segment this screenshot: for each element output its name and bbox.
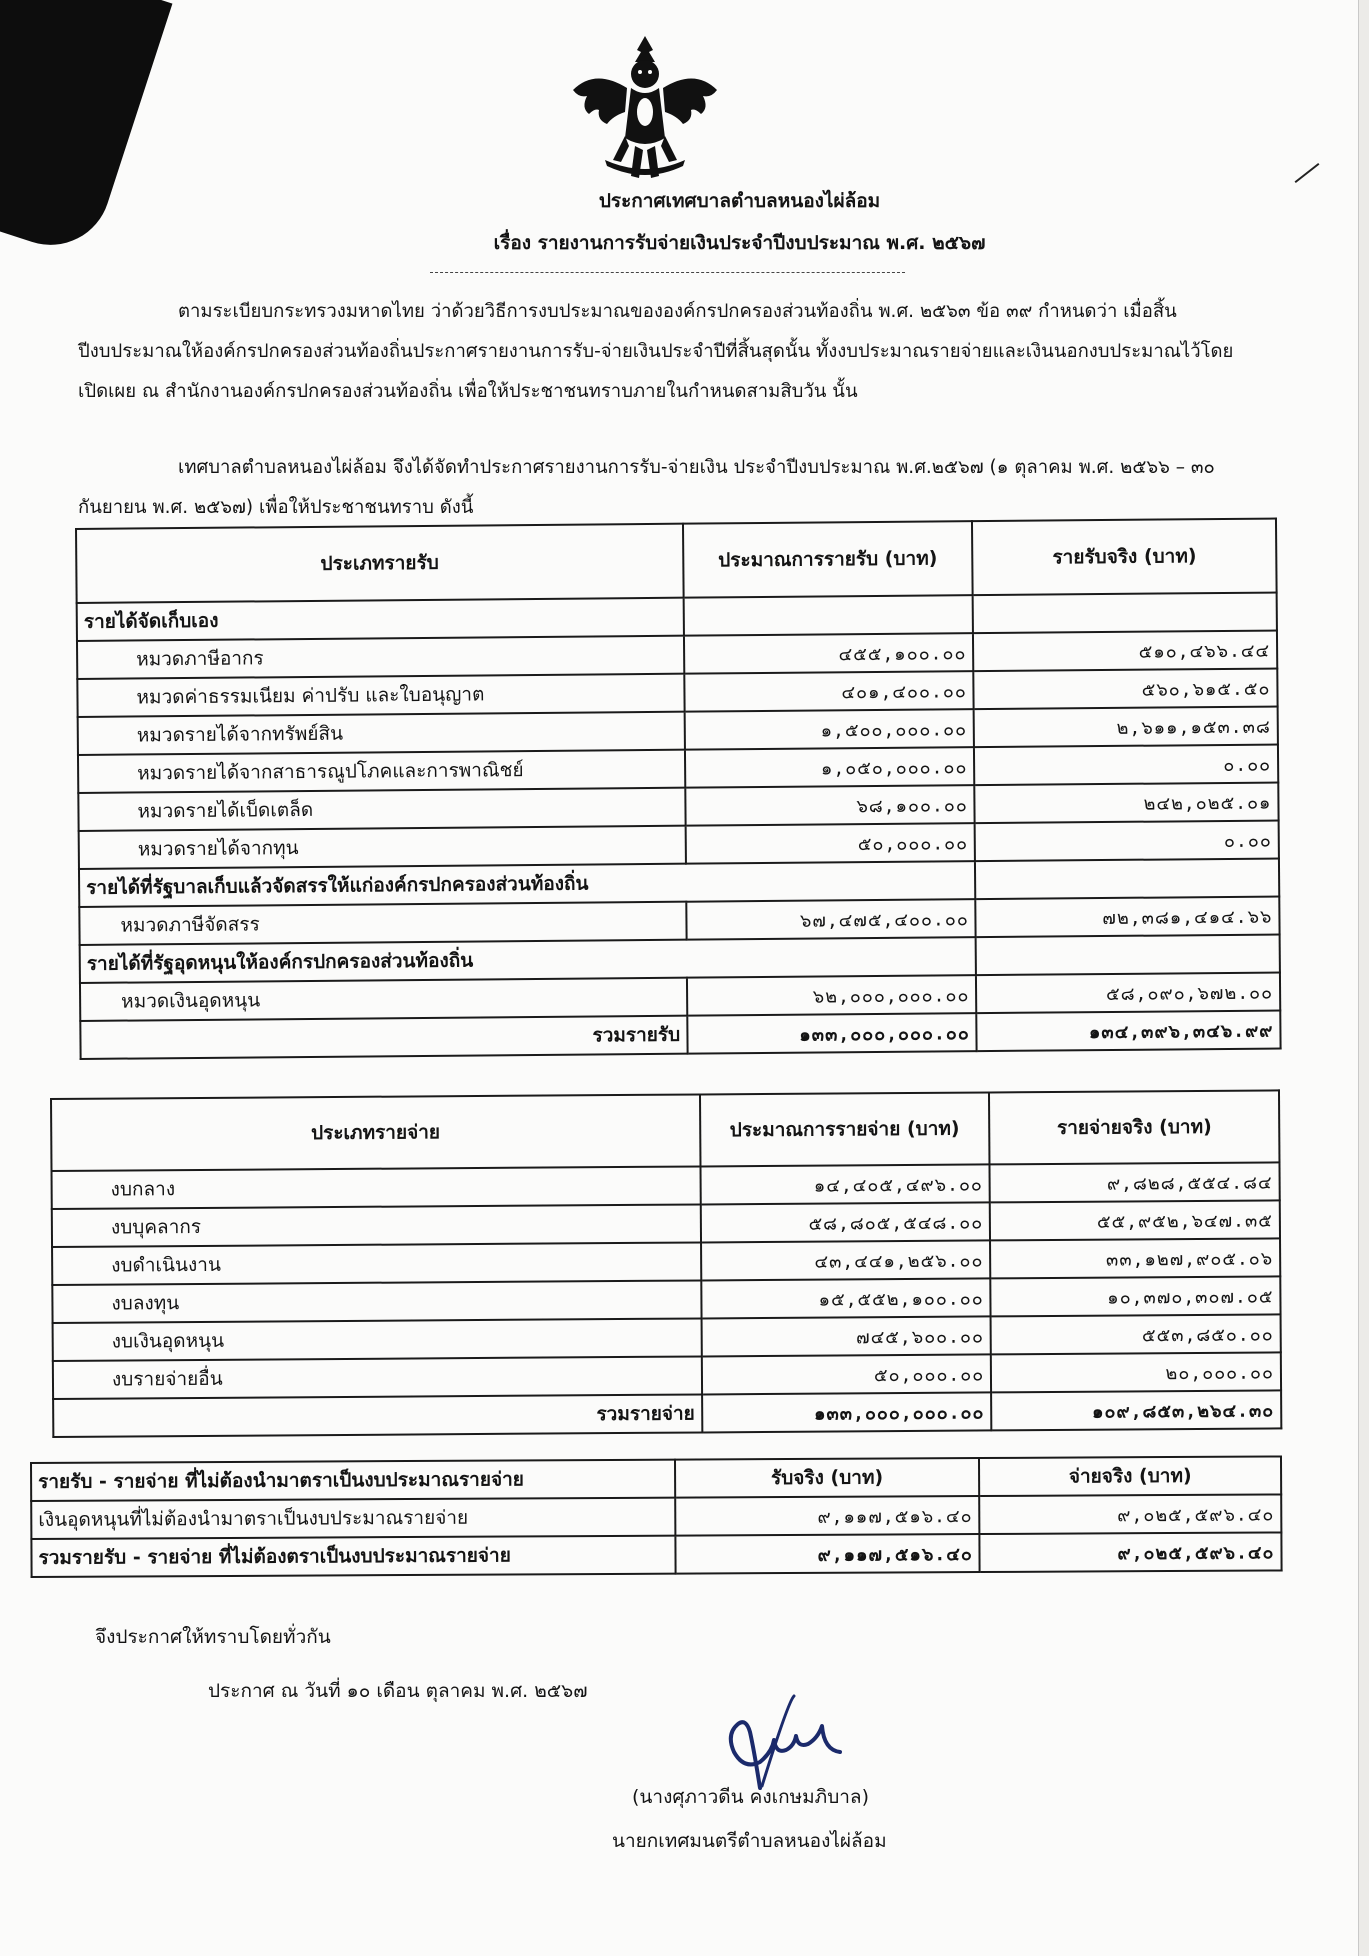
garuda-emblem-icon	[565, 28, 725, 188]
income-row-label: หมวดค่าธรรมเนียม ค่าปรับ และใบอนุญาต	[77, 674, 684, 717]
offbudget-total-received: ๙,๑๑๗,๕๑๖.๔๐	[675, 1534, 980, 1574]
handwritten-signature	[690, 1690, 860, 1790]
expense-row-estimate: ๕๘,๘๐๕,๕๔๘.๐๐	[700, 1202, 990, 1242]
offbudget-row-label: เงินอุดหนุนที่ไม่ต้องนำมาตราเป็นงบประมาณรายจ่าย	[31, 1498, 675, 1539]
income-row-estimate: ๕๐,๐๐๐.๐๐	[685, 823, 975, 864]
income-total-actual: ๑๓๔,๓๙๖,๓๔๖.๙๙	[977, 1011, 1281, 1052]
income-row-label: หมวดรายได้จากทุน	[79, 826, 686, 869]
expense-row-estimate: ๗๔๕,๖๐๐.๐๐	[701, 1316, 991, 1356]
page-edge	[1358, 0, 1369, 1956]
income-row-estimate: ๖๘,๑๐๐.๐๐	[685, 785, 975, 826]
expense-row-actual: ๕๕๓,๘๕๐.๐๐	[991, 1314, 1281, 1354]
offbudget-row	[31, 1494, 1281, 1539]
expense-row-estimate: ๔๓,๔๔๑,๒๕๖.๐๐	[701, 1240, 991, 1280]
body-paragraph-1: ตามระเบียบกระทรวงมหาดไทย ว่าด้วยวิธีการงบประมาณขององค์กรปกครองส่วนท้องถิ่น พ.ศ. ๒๕๖๓ ข้อ ๓๙ กำหนดว่า เมื่อสิ้นปีงบประมาณให้องค์กรปกครองส่วนท้องถิ่นประกาศรายงานการรับ-จ่ายเงินประจำปีที่สิ้นสุดนั้น ทั้งงบประมาณรายจ่ายและเงินนอกงบประมาณไว้โดยเปิดเผย ณ สำนักงานองค์กรปกครองส่วนท้องถิ่น เพื่อให้ประชาชนทราบภายในกำหนดสามสิบวัน นั้น	[78, 301, 1234, 402]
income-estimate-header: ประมาณการรายรับ (บาท)	[683, 521, 973, 598]
offbudget-total-row	[31, 1532, 1281, 1577]
announcement-subject: เรื่อง รายงานการรับจ่ายเงินประจำปีงบประมาณ พ.ศ. ๒๕๖๗	[493, 232, 986, 254]
expense-row-label: งบดำเนินงาน	[52, 1242, 701, 1285]
income-row-actual: ๕๘,๐๙๐,๖๗๒.๐๐	[976, 973, 1280, 1014]
expense-row-estimate: ๑๔,๔๐๕,๔๙๖.๐๐	[700, 1164, 990, 1204]
income-table	[75, 518, 1282, 1060]
income-row-label: หมวดรายได้จากสาธารณูปโภคและการพาณิชย์	[78, 750, 685, 793]
expense-estimate-header: ประมาณการรายจ่าย (บาท)	[700, 1092, 990, 1166]
income-group-label: รายได้ที่รัฐบาลเก็บแล้วจัดสรรให้แก่องค์กรปกครองส่วนท้องถิ่น	[79, 861, 976, 907]
income-row-label: หมวดรายได้เบ็ดเตล็ด	[78, 788, 685, 831]
expense-row-actual: ๓๓,๑๒๗,๙๐๕.๐๖	[990, 1238, 1280, 1278]
announcement-title: ประกาศเทศบาลตำบลหนองไผ่ล้อม	[598, 190, 881, 212]
pen-mark	[1295, 163, 1320, 183]
expense-row-label: งบเงินอุดหนุน	[53, 1318, 702, 1361]
body-paragraph-2: เทศบาลตำบลหนองไผ่ล้อม จึงได้จัดทำประกาศรายงานการรับ-จ่ายเงิน ประจำปีงบประมาณ พ.ศ.๒๕๖๗ (๑ ตุลาคม พ.ศ. ๒๕๖๖ – ๓๐ กันยายน พ.ศ. ๒๕๖๗) เพื่อให้ประชาชนทราบ ดังนี้	[78, 457, 1215, 518]
income-actual-header: รายรับจริง (บาท)	[972, 519, 1276, 596]
expense-row-actual: ๙,๘๒๘,๕๕๔.๘๔	[990, 1162, 1280, 1202]
offbudget-row-received: ๙,๑๑๗,๕๑๖.๔๐	[675, 1496, 980, 1536]
expense-row-actual: ๒๐,๐๐๐.๐๐	[991, 1352, 1281, 1392]
expense-actual-header: รายจ่ายจริง (บาท)	[989, 1090, 1279, 1164]
signer-title: นายกเทศมนตรีตำบลหนองไผ่ล้อม	[612, 1830, 887, 1852]
expense-header-row	[51, 1090, 1279, 1171]
income-row-estimate: ๑,๕๐๐,๐๐๐.๐๐	[684, 709, 974, 750]
income-type-header: ประเภทรายรับ	[76, 524, 683, 603]
income-total-label: รวมรายรับ	[80, 1016, 687, 1059]
offbudget-header-row	[31, 1456, 1281, 1501]
income-total-estimate: ๑๓๓,๐๐๐,๐๐๐.๐๐	[687, 1013, 977, 1054]
income-row-estimate: ๖๗,๔๗๕,๔๐๐.๐๐	[686, 899, 976, 940]
scan-dark-corner	[0, 0, 172, 260]
income-row-label: หมวดภาษีจัดสรร	[79, 902, 686, 945]
expense-row-label: งบลงทุน	[52, 1280, 701, 1323]
income-row-label: หมวดเงินอุดหนุน	[80, 978, 687, 1021]
expense-row-estimate: ๕๐,๐๐๐.๐๐	[701, 1354, 991, 1394]
income-row-actual: ๐.๐๐	[975, 821, 1279, 862]
income-header-row	[76, 519, 1277, 603]
offbudget-paid-header: จ่ายจริง (บาท)	[979, 1456, 1281, 1496]
income-row-actual: ๕๑๐,๔๖๖.๔๔	[973, 631, 1277, 672]
expense-row-estimate: ๑๕,๕๕๒,๑๐๐.๐๐	[701, 1278, 991, 1318]
expense-total-actual: ๑๐๙,๘๕๓,๒๖๔.๓๐	[991, 1390, 1281, 1430]
expense-total-estimate: ๑๓๓,๐๐๐,๐๐๐.๐๐	[702, 1392, 992, 1432]
expense-row-label: งบรายจ่ายอื่น	[53, 1356, 702, 1399]
income-row-actual: ๒๔๒,๐๒๕.๐๑	[975, 783, 1279, 824]
expense-row-label: งบบุคลากร	[52, 1204, 701, 1247]
dashed-divider	[430, 272, 905, 273]
offbudget-total-paid: ๙,๐๒๕,๕๙๖.๔๐	[980, 1532, 1282, 1572]
income-row-label: หมวดรายได้จากทรัพย์สิน	[78, 712, 685, 755]
offbudget-row-paid: ๙,๐๒๕,๕๙๖.๔๐	[979, 1494, 1281, 1534]
income-row-estimate: ๔๐๑,๔๐๐.๐๐	[684, 671, 974, 712]
expense-row-actual: ๑๐,๓๗๐,๓๐๗.๐๕	[991, 1276, 1281, 1316]
income-row-estimate: ๖๒,๐๐๐,๐๐๐.๐๐	[687, 975, 977, 1016]
income-group-label: รายได้จัดเก็บเอง	[77, 598, 684, 641]
expense-type-header: ประเภทรายจ่าย	[51, 1094, 700, 1171]
income-row-estimate: ๑,๐๕๐,๐๐๐.๐๐	[685, 747, 975, 788]
income-row-label: หมวดภาษีอากร	[77, 636, 684, 679]
offbudget-type-header: รายรับ - รายจ่าย ที่ไม่ต้องนำมาตราเป็นงบประมาณรายจ่าย	[31, 1460, 675, 1501]
income-row-estimate: ๔๕๕,๑๐๐.๐๐	[684, 633, 974, 674]
income-group-label: รายได้ที่รัฐอุดหนุนให้องค์กรปกครองส่วนท้องถิ่น	[80, 937, 977, 983]
signer-name: (นางศุภาวดีน คงเกษมภิบาล)	[632, 1786, 869, 1808]
offbudget-table	[30, 1455, 1283, 1578]
closing-announcement: จึงประกาศให้ทราบโดยทั่วกัน	[95, 1626, 331, 1648]
expense-row-actual: ๕๕,๙๕๒,๖๔๗.๓๕	[990, 1200, 1280, 1240]
income-row-actual: ๐.๐๐	[974, 745, 1278, 786]
expense-row-label: งบกลาง	[52, 1166, 701, 1209]
announcement-date: ประกาศ ณ วันที่ ๑๐ เดือน ตุลาคม พ.ศ. ๒๕๖๗	[208, 1680, 588, 1702]
income-row-actual: ๕๖๐,๖๑๕.๕๐	[974, 669, 1278, 710]
offbudget-received-header: รับจริง (บาท)	[675, 1458, 980, 1498]
expense-total-row	[53, 1390, 1281, 1437]
income-row-actual: ๒,๖๑๑,๑๕๓.๓๘	[974, 707, 1278, 748]
expense-table	[50, 1089, 1282, 1438]
offbudget-total-label: รวมรายรับ - รายจ่าย ที่ไม่ต้องตราเป็นงบประมาณรายจ่าย	[31, 1536, 675, 1577]
expense-total-label: รวมรายจ่าย	[53, 1394, 702, 1437]
income-row-actual: ๗๒,๓๘๑,๔๑๔.๖๖	[976, 897, 1280, 938]
